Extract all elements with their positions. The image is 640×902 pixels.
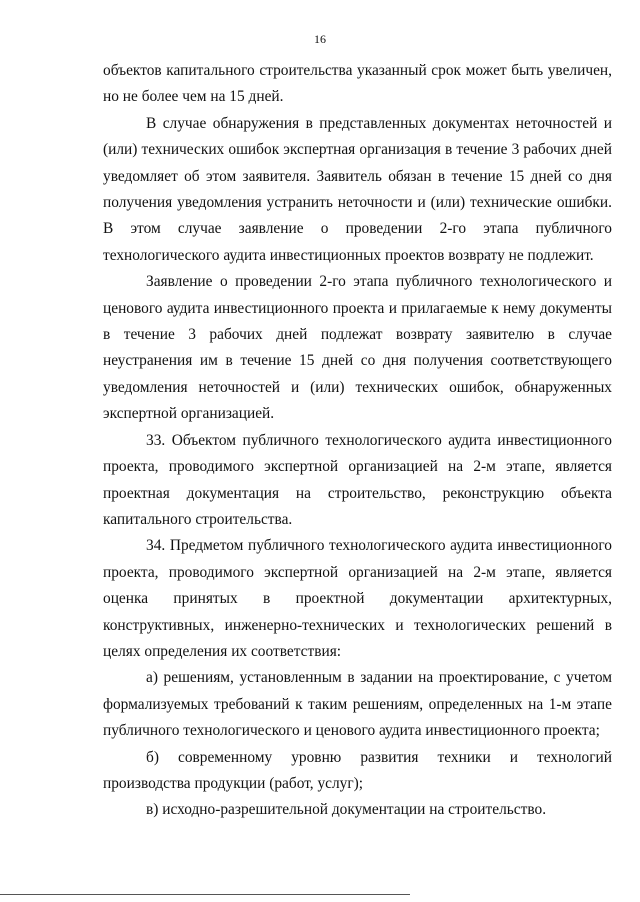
page-number: 16 [314, 32, 326, 46]
document-body [103, 58, 612, 824]
paragraph-application-return: Заявление о проведении 2-го этапа публичного технологического и ценового аудита инвестиционного проекта и прилагаемые к нему документы в течение 3 рабочих дней подлежат возврату заявителю в случае неустранения им в течение 15 дней со дня получения соответствующего уведомления неточностей и (или) технических ошибок, обнаруженных экспертной организацией. [103, 273, 612, 423]
list-item-v: в) исходно-разрешительной документации на строительство. [146, 801, 547, 819]
list-item-a: а) решениям, установленным в задании на проектирование, с учетом формализуемых требований к таким решениям, определенных на 1-м этапе публичного технологического и ценового аудита инвестиционного проекта; [103, 669, 612, 740]
paragraph-continuation: объектов капитального строительства указанный срок может быть увеличен, но не более чем на 15 дней. [103, 62, 612, 106]
paragraph-item-34: 34. Предметом публичного технологического аудита инвестиционного проекта, проводимого экспертной организацией на 2-м этапе, является оценка принятых в проектной документации архитектурных, конструктивных, инженерно-технических и технологических решений в целях определения их соответствия: [103, 537, 612, 660]
list-item-b: б) современному уровню развития техники и технологий производства продукции (работ, услуг); [103, 748, 612, 792]
footer-divider [0, 894, 410, 895]
paragraph-inaccuracies-notice: В случае обнаружения в представленных документах неточностей и (или) технических ошибок экспертная организация в течение 3 рабочих дней уведомляет об этом заявителя. Заявитель обязан в течение 15 дней со дня получения уведомления устранить неточности и (или) технические ошибки. В этом случае заявление о проведении 2-го этапа публичного технологического аудита инвестиционных проектов возврату не подлежит. [103, 114, 612, 264]
paragraph-item-33: 33. Объектом публичного технологического аудита инвестиционного проекта, проводимого экспертной организацией на 2-м этапе, является проектная документация на строительство, реконструкцию объекта капитального строительства. [103, 431, 612, 528]
